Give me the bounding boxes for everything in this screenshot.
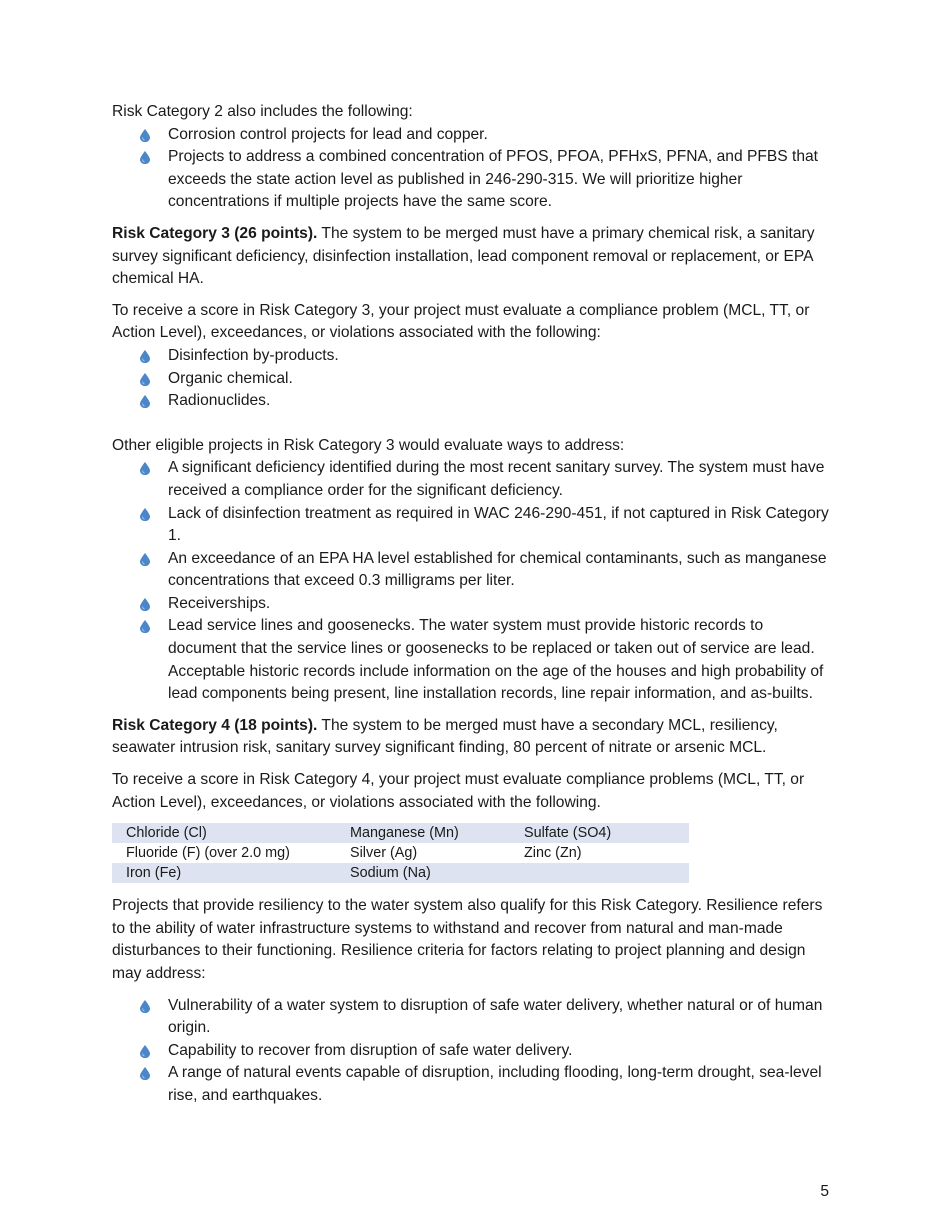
table-row: Fluoride (F) (over 2.0 mg) Silver (Ag) Zinc (Zn) (126, 845, 582, 862)
list-item: Vulnerability of a water system to disruption of safe water delivery, whether natural or of human origin. (112, 995, 834, 1040)
rc2-intro: Risk Category 2 also includes the following: (112, 103, 413, 120)
contaminant-table (112, 823, 689, 883)
water-drop-icon (140, 598, 150, 611)
list-item: Lead service lines and goosenecks. The water system must provide historic records to document that the service lines or goosenecks to be replaced or taken out of service are lead. Acceptable historic records include information on the age of the houses and high probability of lead components being present, line installation records, line repair information, and as-builts. (112, 615, 834, 705)
list-item: Projects to address a combined concentration of PFOS, PFOA, PFHxS, PFNA, and PFBS that exceeds the state action level as published in 246-290-315. We will prioritize higher concentrations if multiple projects have the same score. (112, 146, 834, 214)
resiliency-paragraph: Projects that provide resiliency to the water system also qualify for this Risk Category. Resilience refers to the ability of water infrastructure systems to withstand and recover from natural and man-made disturbances to their functioning. Resilience criteria for factors relating to project planning and design may address: (112, 897, 823, 982)
water-drop-icon (140, 395, 150, 408)
water-drop-icon (140, 1000, 150, 1013)
water-drop-icon (140, 462, 150, 475)
list-item: A significant deficiency identified during the most recent sanitary survey. The system must have received a compliance order for the significant deficiency. (112, 457, 834, 502)
rc4-score-intro: To receive a score in Risk Category 4, your project must evaluate compliance problems (MCL, TT, or Action Level), exceedances, or violations associated with the following. (112, 771, 805, 811)
list-item: Radionuclides. (112, 390, 834, 413)
rc3-other-intro: Other eligible projects in Risk Category 3 would evaluate ways to address: (112, 436, 625, 454)
water-drop-icon (140, 350, 150, 363)
water-drop-icon (140, 508, 150, 521)
water-drop-icon (140, 129, 150, 142)
list-item: Capability to recover from disruption of safe water delivery. (112, 1040, 834, 1063)
table-row: Iron (Fe) Sodium (Na) (112, 863, 689, 883)
list-item: Receiverships. (112, 593, 834, 616)
rc3-list (112, 345, 834, 413)
table-row: Chloride (Cl) Manganese (Mn) Sulfate (SO4) (112, 823, 689, 843)
list-item: Disinfection by-products. (112, 345, 834, 368)
water-drop-icon (140, 1067, 150, 1080)
list-item: An exceedance of an EPA HA level established for chemical contaminants, such as manganese concentrations that exceed 0.3 milligrams per liter. (112, 548, 834, 593)
page-content (112, 101, 834, 1108)
list-item: Lack of disinfection treatment as required in WAC 246-290-451, if not captured in Risk Category 1. (112, 503, 834, 548)
water-drop-icon (140, 1045, 150, 1058)
resiliency-list (112, 995, 834, 1108)
rc4-heading: Risk Category 4 (18 points). (112, 716, 318, 734)
rc3-paragraph: Risk Category 3 (26 points). The system to be merged must have a primary chemical risk, a sanitary survey significant deficiency, disinfection installation, lead component removal or replacement, or EPA chemical HA. (112, 224, 815, 288)
rc3-heading: Risk Category 3 (26 points). (112, 224, 318, 242)
water-drop-icon (140, 553, 150, 566)
water-drop-icon (140, 620, 150, 633)
rc3-other-list (112, 457, 834, 706)
list-item: A range of natural events capable of disruption, including flooding, long-term drought, sea-level rise, and earthquakes. (112, 1062, 834, 1107)
water-drop-icon (140, 373, 150, 386)
rc3-score-intro: To receive a score in Risk Category 3, your project must evaluate a compliance problem (MCL, TT, or Action Level), exceedances, or violations associated with the following: (112, 301, 810, 342)
list-item: Organic chemical. (112, 368, 834, 391)
list-item: Corrosion control projects for lead and copper. (112, 124, 834, 147)
page-number: 5 (820, 1183, 829, 1200)
rc2-list (112, 124, 834, 214)
water-drop-icon (140, 151, 150, 164)
rc4-paragraph: Risk Category 4 (18 points). The system to be merged must have a secondary MCL, resiliency, seawater intrusion risk, sanitary survey significant finding, 80 percent of nitrate or arsenic MCL. (112, 716, 778, 757)
